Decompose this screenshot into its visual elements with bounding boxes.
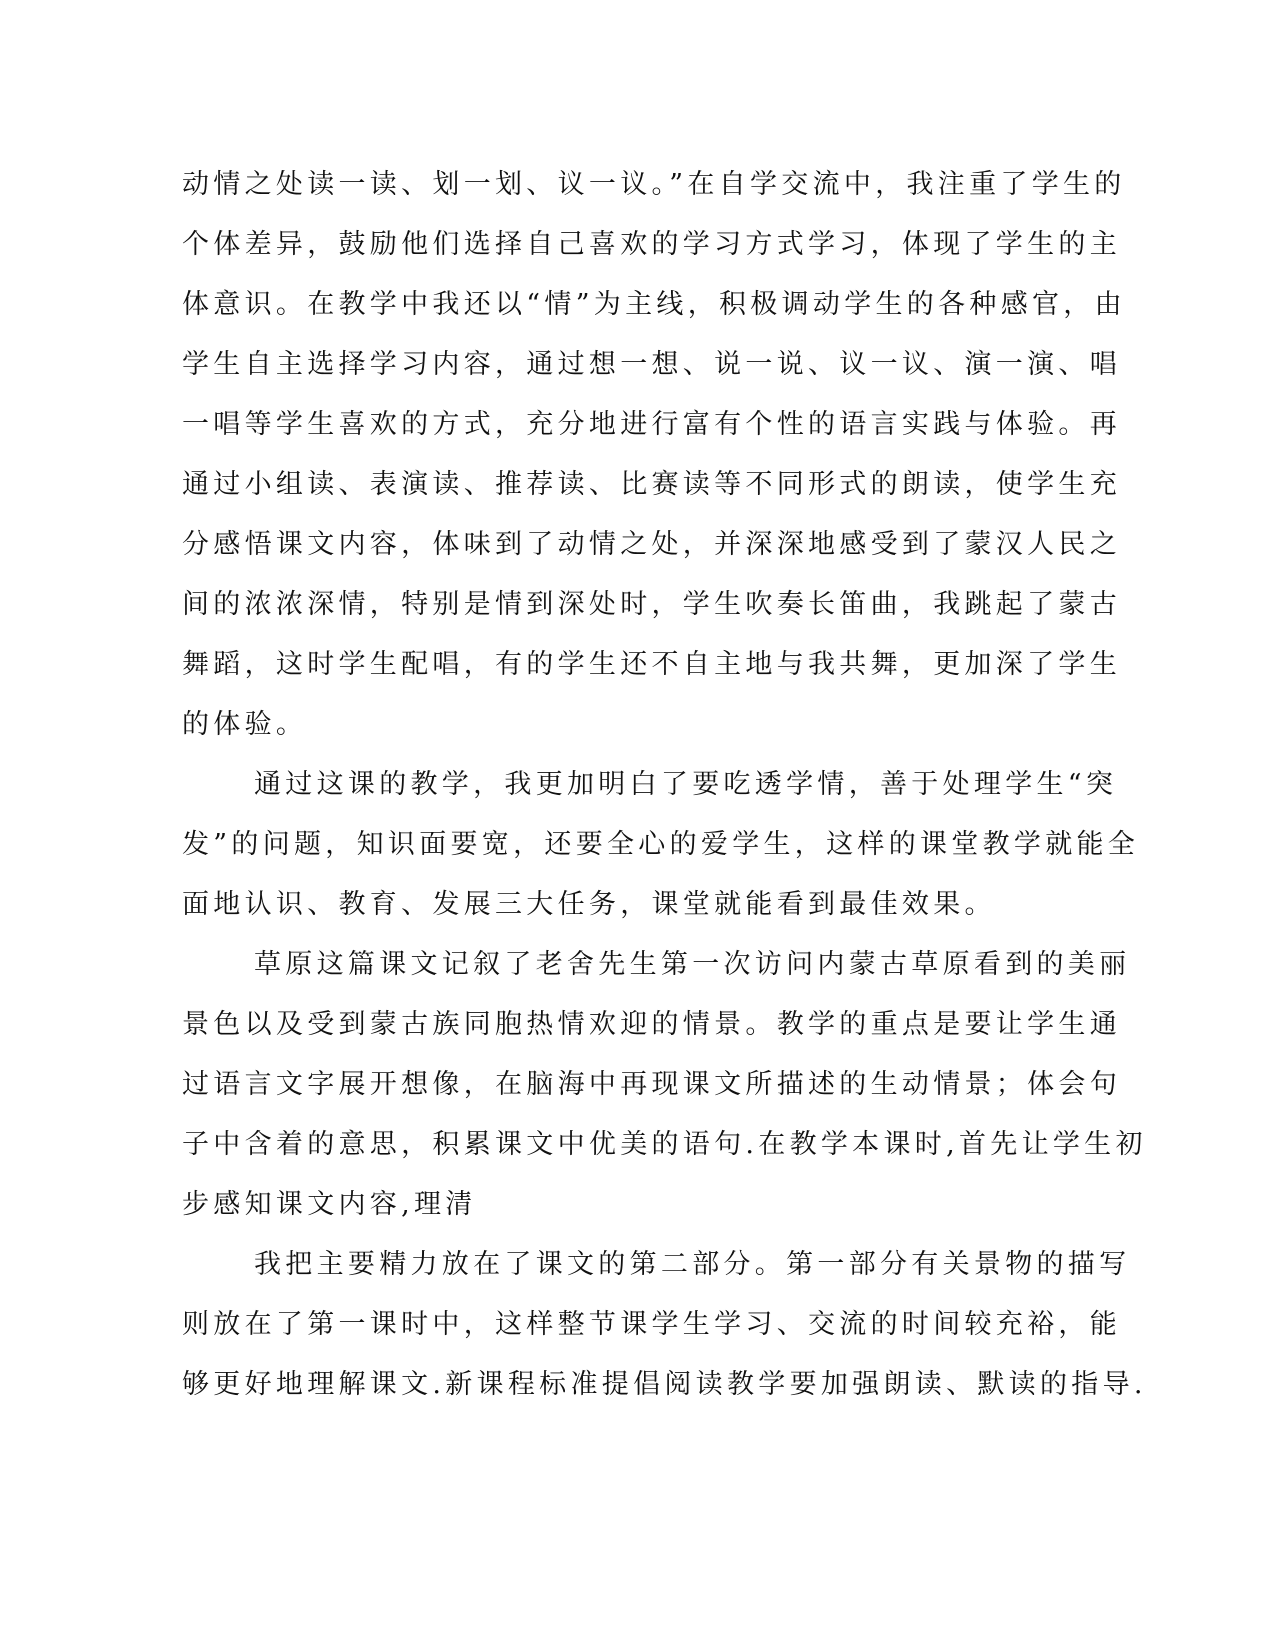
text-line: 分感悟课文内容，体味到了动情之处，并深深地感受到了蒙汉人民之 — [182, 529, 1121, 560]
text-line: 学生自主选择学习内容，通过想一想、说一说、议一议、演一演、唱 — [182, 349, 1121, 380]
text-line: 的体验。 — [182, 709, 308, 740]
text-line: 步感知课文内容,理清 — [182, 1189, 477, 1220]
text-line: 舞蹈，这时学生配唱，有的学生还不自主地与我共舞，更加深了学生 — [182, 649, 1121, 680]
text-line: 动情之处读一读、划一划、议一议。”在自学交流中，我注重了学生的 — [182, 169, 1126, 200]
text-line: 面地认识、教育、发展三大任务，课堂就能看到最佳效果。 — [182, 889, 996, 920]
text-line: 间的浓浓深情，特别是情到深处时，学生吹奏长笛曲，我跳起了蒙古 — [182, 589, 1121, 620]
text-line: 则放在了第一课时中，这样整节课学生学习、交流的时间较充裕，能 — [182, 1309, 1121, 1340]
document-body — [182, 155, 1147, 1415]
paragraph-1 — [182, 155, 1126, 755]
text-line: 过语言文字展开想像，在脑海中再现课文所描述的生动情景；体会句 — [182, 1069, 1121, 1100]
text-line: 景色以及受到蒙古族同胞热情欢迎的情景。教学的重点是要让学生通 — [182, 1009, 1121, 1040]
paragraph-2 — [182, 755, 1140, 935]
text-line: 草原这篇课文记叙了老舍先生第一次访问内蒙古草原看到的美丽 — [254, 949, 1131, 980]
text-line: 通过这课的教学，我更加明白了要吃透学情，善于处理学生“突 — [254, 769, 1118, 800]
text-line: 子中含着的意思，积累课文中优美的语句.在教学本课时,首先让学生初 — [182, 1129, 1147, 1160]
paragraph-4 — [182, 1235, 1147, 1415]
text-line: 通过小组读、表演读、推荐读、比赛读等不同形式的朗读，使学生充 — [182, 469, 1121, 500]
paragraph-3 — [182, 935, 1147, 1235]
text-line: 体意识。在教学中我还以“情”为主线，积极调动学生的各种感官，由 — [182, 289, 1126, 320]
text-line: 一唱等学生喜欢的方式，充分地进行富有个性的语言实践与体验。再 — [182, 409, 1121, 440]
text-line: 个体差异，鼓励他们选择自己喜欢的学习方式学习，体现了学生的主 — [182, 229, 1121, 260]
text-line: 够更好地理解课文.新课程标准提倡阅读教学要加强朗读、默读的指导. — [182, 1369, 1147, 1400]
text-line: 发”的问题，知识面要宽，还要全心的爱学生，这样的课堂教学就能全 — [182, 829, 1140, 860]
text-line: 我把主要精力放在了课文的第二部分。第一部分有关景物的描写 — [254, 1249, 1131, 1280]
